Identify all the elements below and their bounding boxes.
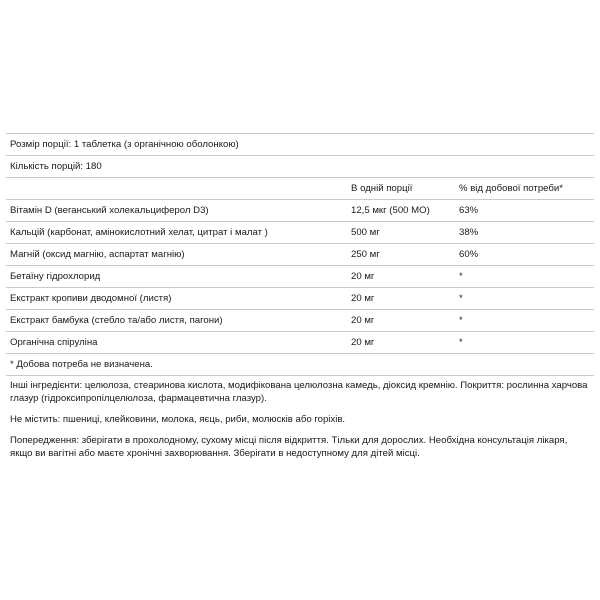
nutrient-amount: 20 мг [351, 315, 375, 326]
nutrient-dv: 63% [459, 205, 479, 216]
table-row [6, 199, 594, 221]
serving-size: Розмір порції: 1 таблетка (з органічною оболонкою) [10, 139, 239, 150]
servings-count-row [6, 155, 594, 177]
nutrient-name: Екстракт кропиви дводомної (листя) [10, 293, 172, 304]
nutrient-dv: 38% [459, 227, 479, 238]
nutrient-dv: * [459, 315, 463, 326]
nutrient-amount: 20 мг [351, 293, 375, 304]
nutrient-dv: * [459, 271, 463, 282]
nutrient-name: Екстракт бамбука (стебло та/або листя, пагони) [10, 315, 223, 326]
nutrient-dv: 60% [459, 249, 479, 260]
footnote: * Добова потреба не визначена. [10, 359, 153, 370]
nutrient-name: Кальцій (карбонат, амінокислотний хелат, цитрат і малат ) [10, 227, 268, 238]
nutrient-amount: 500 мг [351, 227, 380, 238]
nutrient-name: Органічна спіруліна [10, 337, 98, 348]
does-not-contain: Не містить: пшениці, клейковини, молока, яєць, риби, молюсків або горіхів. [10, 414, 346, 425]
nutrient-name: Бетаїну гідрохлорид [10, 271, 101, 282]
footnote-row [6, 353, 594, 375]
nutrient-amount: 20 мг [351, 271, 375, 282]
nutrient-name: Вітамін D (веганський холекальциферол D3) [10, 205, 209, 216]
per-serving-header: В одній порції [351, 183, 413, 194]
nutrient-name: Магній (оксид магнію, аспартат магнію) [10, 249, 185, 260]
table-row [6, 243, 594, 265]
serving-size-row [6, 133, 594, 155]
warnings: Попередження: зберігати в прохолодному, сухому місці після відкриття. Тільки для дорослих. Необхідна консультація лікаря, якщо ви вагітні або маєте хронічні захворювання. Зберігати в недоступному для дітей місці. [10, 435, 568, 459]
daily-value-header: % від добової потреби* [459, 183, 563, 194]
nutrient-dv: * [459, 337, 463, 348]
other-ingredients: Інші інгредієнти: целюлоза, стеаринова кислота, модифікована целюлозна камедь, діоксид кремнію. Покриття: рослинна харчова глазур (гідроксипропілцелюлоза, фармацевтична глазур). [10, 380, 588, 404]
servings-count: Кількість порцій: 180 [10, 161, 102, 172]
nutrient-amount: 20 мг [351, 337, 375, 348]
table-row [6, 331, 594, 353]
table-row [6, 309, 594, 331]
table-row [6, 287, 594, 309]
nutrient-dv: * [459, 293, 463, 304]
nutrient-amount: 12,5 мкг (500 МО) [351, 205, 430, 216]
table-row [6, 221, 594, 243]
table-header [6, 177, 594, 199]
supplement-facts-panel [6, 133, 594, 460]
table-row [6, 265, 594, 287]
nutrient-amount: 250 мг [351, 249, 380, 260]
